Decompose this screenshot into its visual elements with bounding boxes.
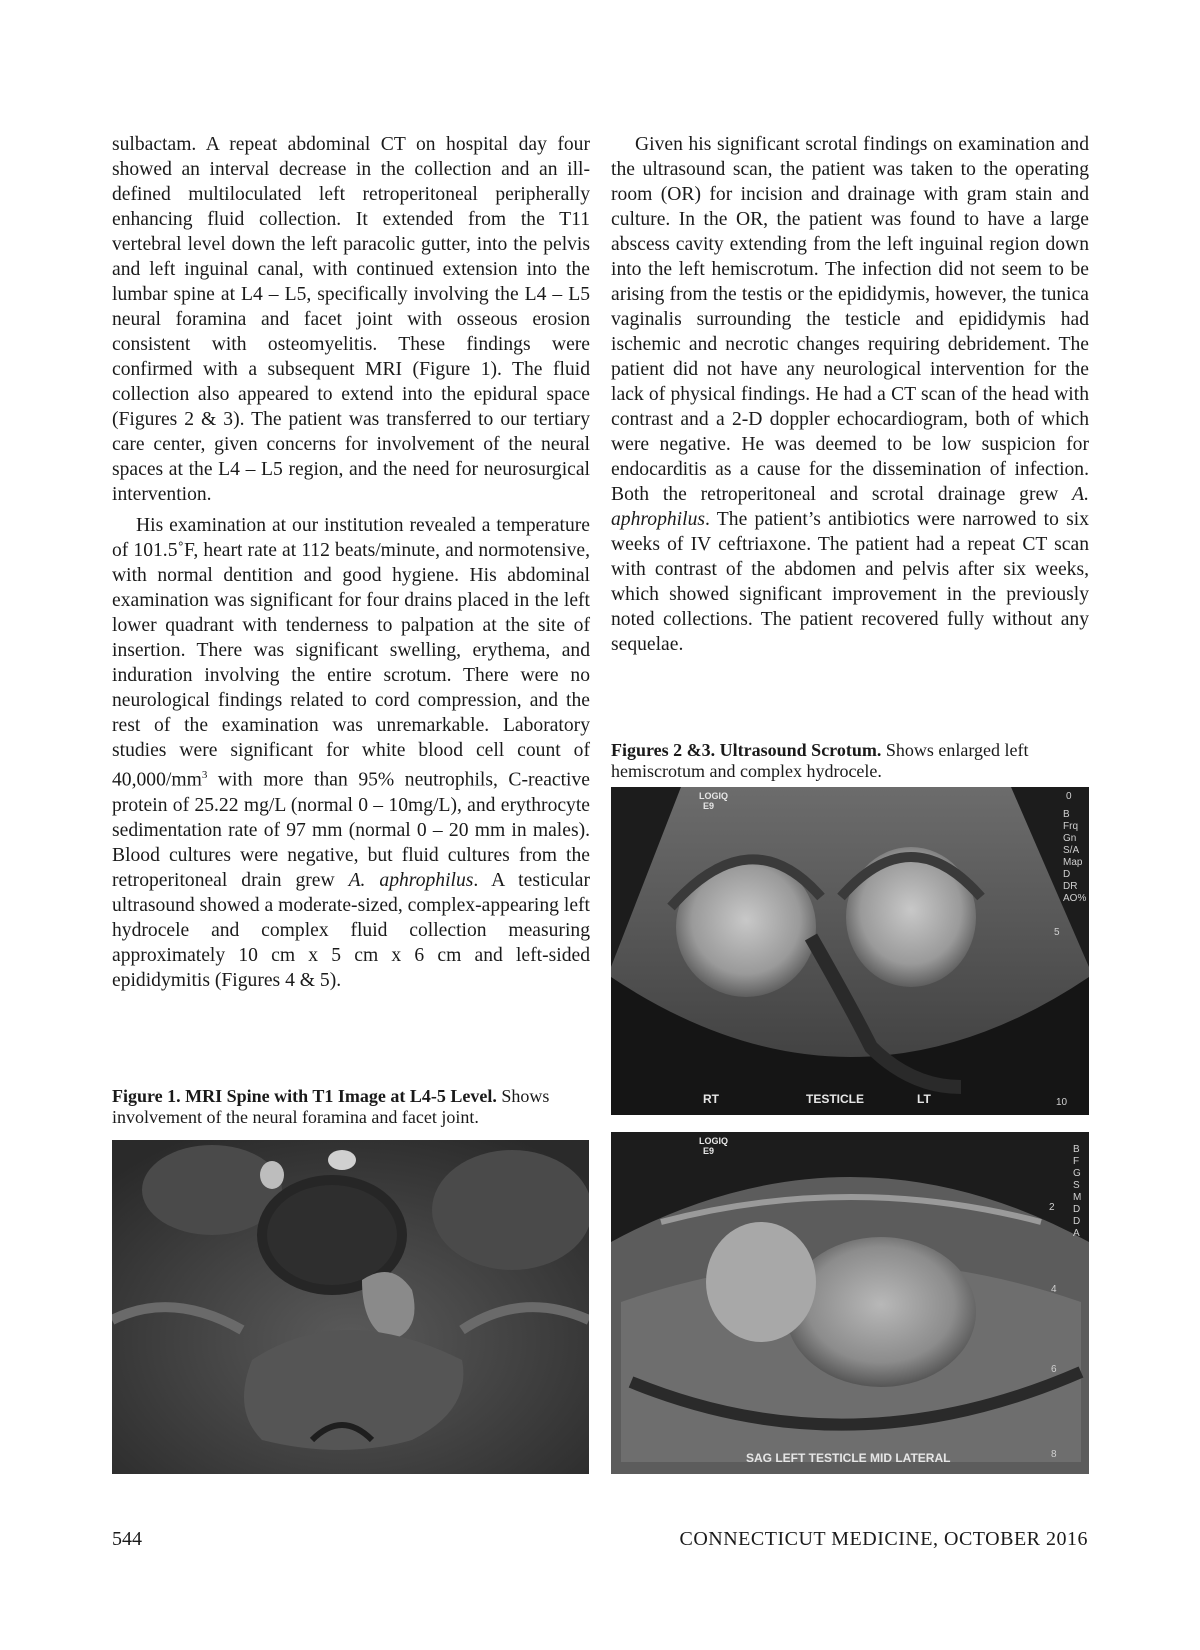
us-setting: G	[1073, 1168, 1081, 1179]
us-label-left: RT	[703, 1092, 719, 1106]
us-setting: Map	[1063, 857, 1083, 868]
us-setting: A	[1073, 1228, 1080, 1239]
paragraph-text: Given his significant scrotal findings on examination and the ultrasound scan, the patient was taken to the operating room (OR) for incision and drainage with gram stain and culture. In the OR, the patient was found to have a large abscess cavity extending from the left inguinal region down into the left hemiscrotum. The infection did not seem to be arising from the testis or the epididymis, however, the tunica vaginalis surrounding the testicle and epididymis had ischemic and necrotic changes requiring debridement. The patient did not have any neurological intervention for the lack of physical findings. He had a CT scan of the head with contrast and a 2-D doppler echocardiogram, both of which were negative. He was deemed to be low suspicion for endocarditis as a cause for the dissemination of infection. Both the retroperitoneal and scrotal drainage grew	[611, 134, 1089, 505]
paragraph: sulbactam. A repeat abdominal CT on hospital day four showed an interval decrease in the collection and an ill-defined multiloculated left retroperitoneal peripherally enhancing fluid collection. It extended from the T11 vertebral level down the left paracolic gutter, into the pelvis and left inguinal canal, with continued extension into the lumbar spine at L4 – L5, specifically involving the L4 – L5 neural foramina and facet joint with osseous erosion consistent with osteomyelitis. These findings were confirmed with a subsequent MRI (Figure 1). The fluid collection also appeared to extend into the epidural space (Figures 2 & 3). The patient was transferred to our tertiary care center, given concerns for involvement of the neural spaces at the L4 – L5 region, and the need for neurosurgical intervention.	[112, 134, 590, 505]
us-setting: F	[1073, 1156, 1080, 1167]
ultrasound-testicle-transverse-image	[611, 787, 1089, 1115]
paragraph	[611, 132, 1089, 657]
us-depth-top: 0	[1066, 791, 1072, 802]
us-setting: Frq	[1063, 821, 1078, 832]
journal-running-footer: CONNECTICUT MEDICINE, OCTOBER 2016	[679, 1528, 1088, 1550]
us-depth-4: 4	[1051, 1284, 1057, 1295]
us-setting: S	[1073, 1180, 1080, 1191]
caption-title: Figures 2 &3. Ultrasound Scrotum.	[611, 740, 882, 760]
page-number: 544	[112, 1528, 142, 1550]
us-setting: B	[1063, 809, 1070, 820]
us-depth-2: 2	[1049, 1202, 1055, 1213]
paragraph-text: His examination at our institution revealed a temperature of 101.5˚F, heart rate at 112 beats/minute, and normotensive, with normal dentition and good hygiene. His abdominal examination was significant for four drains placed in the left lower quadrant with tenderness to palpation at the site of insertion. There was significant swelling, erythema, and induration involving the entire scrotum. There were no neurological findings related to cord compression, and the rest of the examination was unremarkable. Laboratory studies were significant for white blood cell count of 40,000/mm	[112, 515, 590, 791]
ultrasound-sagittal-left-testicle-image	[611, 1132, 1089, 1474]
figure-1-caption	[112, 1086, 590, 1128]
right-column	[611, 132, 1089, 657]
us-depth-8: 8	[1051, 1449, 1057, 1460]
us-setting: D	[1073, 1204, 1081, 1215]
us-settings-list	[1063, 809, 1086, 904]
organism-name: A. aphrophilus	[348, 869, 474, 891]
us-depth-mid: 5	[1054, 927, 1060, 938]
us-depth-bottom: 10	[1056, 1097, 1068, 1108]
us-setting: D	[1063, 869, 1071, 880]
caption-title: Figure 1. MRI Spine with T1 Image at L4-5 Level.	[112, 1086, 497, 1106]
caption-text: Shows enlarged left hemiscrotum and complex hydrocele.	[611, 740, 1029, 781]
paragraph-text: . The patient’s antibiotics were narrowed to six weeks of IV ceftriaxone. The patient had a repeat CT scan with contrast of the abdomen and pelvis after six weeks, which showed significant improvement in the previously noted collections. The patient recovered fully without any sequelae.	[611, 509, 1089, 655]
us-depth-6: 6	[1051, 1364, 1057, 1375]
us-model: E9	[703, 1146, 715, 1156]
us-label-bottom: SAG LEFT TESTICLE MID LATERAL	[746, 1451, 951, 1465]
us-setting: S/A	[1063, 845, 1080, 856]
us-setting: D	[1073, 1216, 1081, 1227]
organism-name: A. aphrophilus	[611, 484, 1089, 530]
us-setting: AO%	[1063, 893, 1087, 904]
mri-spine-image	[112, 1140, 589, 1474]
figure-2-3-caption	[611, 740, 1089, 782]
us-setting: M	[1073, 1192, 1082, 1203]
left-column	[112, 132, 590, 993]
us-settings-list	[1073, 1144, 1081, 1239]
paragraph-text: with more than 95% neutrophils, C-reactive protein of 25.22 mg/L (normal 0 – 10mg/L), and erythrocyte sedimentation rate of 97 mm (normal 0 – 20 mm in males). Blood cultures were negative, but fluid cultures from the retroperitoneal drain grew	[112, 769, 590, 891]
us-brand: LOGIQ	[699, 791, 728, 801]
us-setting: Gn	[1063, 833, 1077, 844]
us-setting: DR	[1063, 881, 1078, 892]
paragraph-text: . A testicular ultrasound showed a moderate-sized, complex-appearing left hydrocele and complex fluid collection measuring approximately 10 cm x 5 cm x 6 cm and left-sided epididymitis (Figures 4 & 5).	[112, 869, 590, 991]
us-model: E9	[703, 801, 715, 811]
us-label-center: TESTICLE	[806, 1092, 865, 1106]
superscript: 3	[201, 769, 208, 781]
paragraph	[112, 513, 590, 993]
us-setting: B	[1073, 1144, 1080, 1155]
us-label-right: LT	[917, 1092, 931, 1106]
caption-text: Shows involvement of the neural foramina and facet joint.	[112, 1086, 550, 1127]
us-brand: LOGIQ	[699, 1136, 728, 1146]
